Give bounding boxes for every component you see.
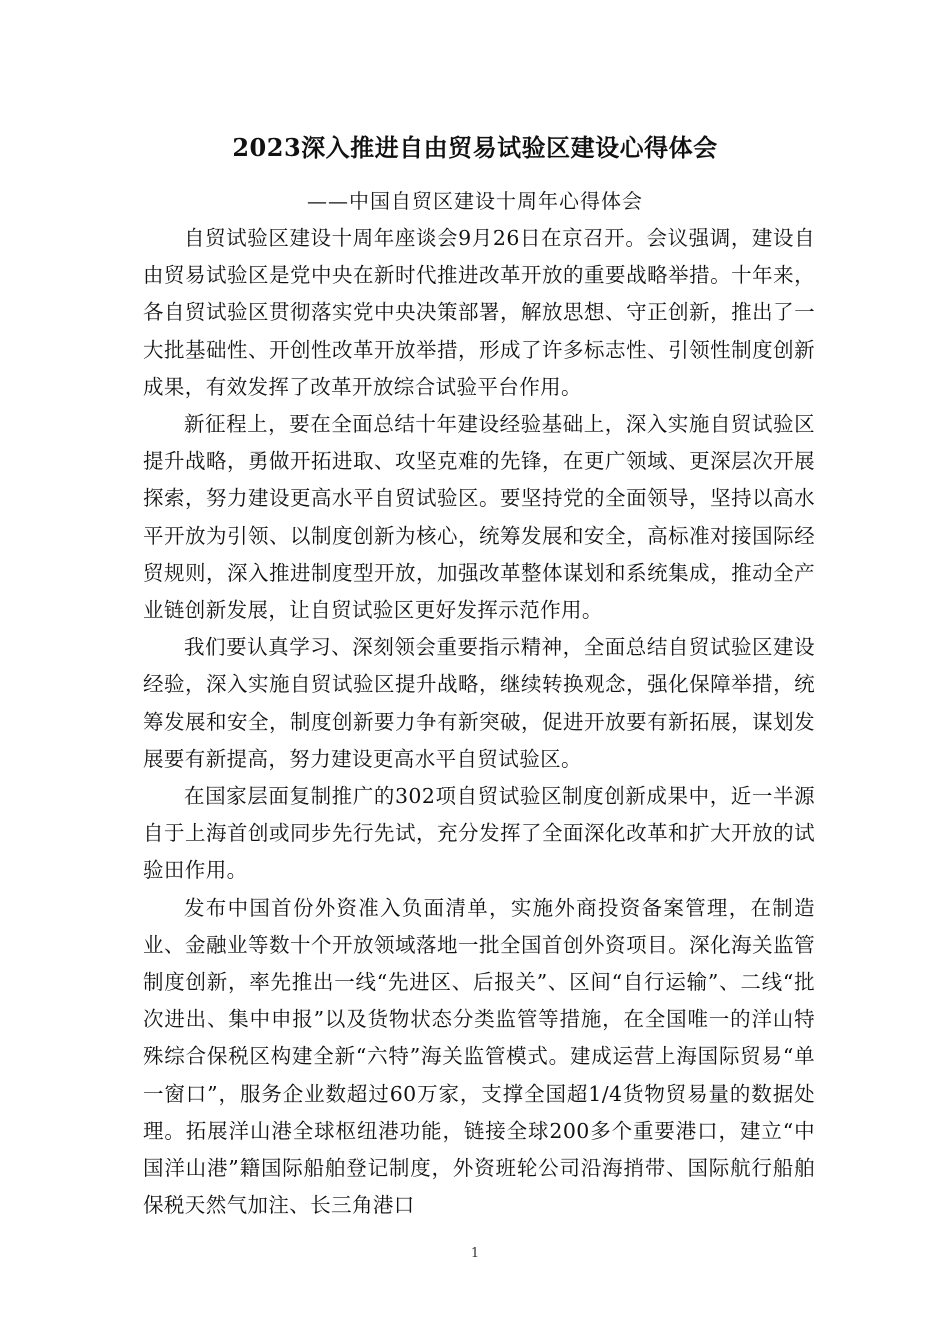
paragraph-1: 自贸试验区建设十周年座谈会9月26日在京召开。会议强调，建设自由贸易试验区是党中央在新时代推进改革开放的重要战略举措。十年来，各自贸试验区贯彻落实党中央决策部署，解放思想、守正创新，推出了一大批基础性、开创性改革开放举措，形成了许多标志性、引领性制度创新成果，有效发挥了改革开放综合试验平台作用。 [143, 226, 815, 399]
document-title: 2023深入推进自由贸易试验区建设心得体会 [232, 133, 718, 162]
page-number: 1 [470, 1246, 480, 1261]
document-body [143, 220, 815, 1224]
document-subtitle: ——中国自贸区建设十周年心得体会 [307, 189, 643, 213]
paragraph-2: 新征程上，要在全面总结十年建设经验基础上，深入实施自贸试验区提升战略，勇做开拓进取、攻坚克难的先锋，在更广领域、更深层次开展探索，努力建设更高水平自贸试验区。要坚持党的全面领导，坚持以高水平开放为引领、以制度创新为核心，统筹发展和安全，高标准对接国际经贸规则，深入推进制度型开放，加强改革整体谋划和系统集成，推动全产业链创新发展，让自贸试验区更好发挥示范作用。 [143, 412, 815, 623]
paragraph-3: 我们要认真学习、深刻领会重要指示精神，全面总结自贸试验区建设经验，深入实施自贸试验区提升战略，继续转换观念，强化保障举措，统筹发展和安全，制度创新要力争有新突破，促进开放要有新拓展，谋划发展要有新提高，努力建设更高水平自贸试验区。 [143, 635, 815, 771]
paragraph-4: 在国家层面复制推广的302项自贸试验区制度创新成果中，近一半源自于上海首创或同步先行先试，充分发挥了全面深化改革和扩大开放的试验田作用。 [143, 784, 815, 883]
paragraph-5: 发布中国首份外资准入负面清单，实施外商投资备案管理，在制造业、金融业等数十个开放领域落地一批全国首创外资项目。深化海关监管制度创新，率先推出一线“先进区、后报关”、区间“自行运输”、二线“批次进出、集中申报”以及货物状态分类监管等措施，在全国唯一的洋山特殊综合保税区构建全新“六特”海关监管模式。建成运营上海国际贸易“单一窗口”，服务企业数超过60万家，支撑全国超1/4货物贸易量的数据处理。拓展洋山港全球枢纽港功能，链接全球200多个重要港口，建立“中国洋山港”籍国际船舶登记制度，外资班轮公司沿海捎带、国际航行船舶保税天然气加注、长三角港口 [143, 895, 815, 1218]
